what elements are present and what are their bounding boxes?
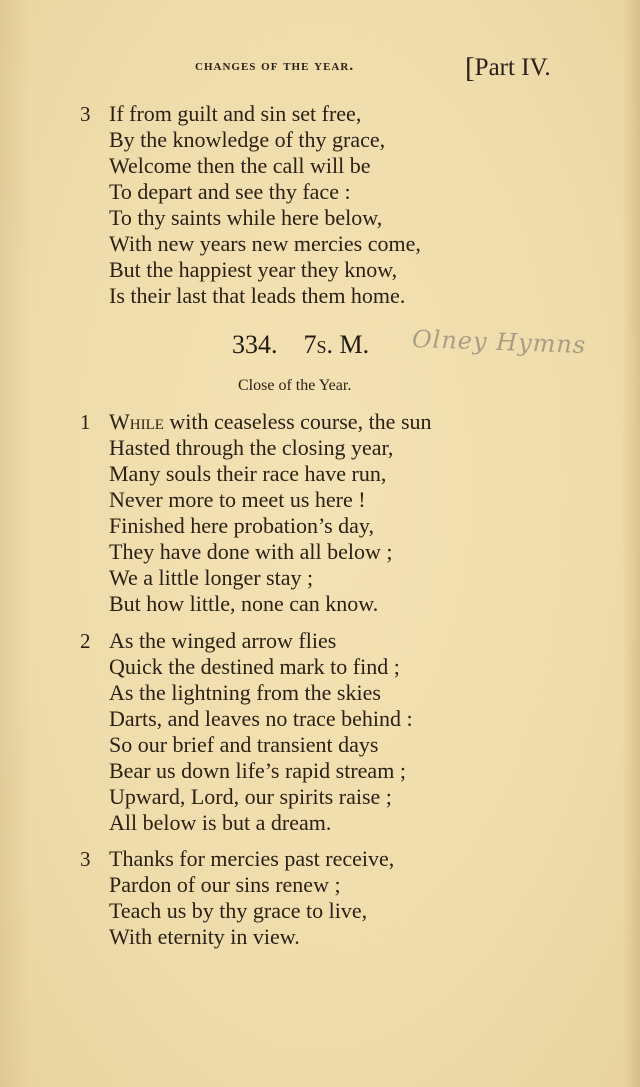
verse-line: As the lightning from the skies [109, 680, 381, 705]
verse-line: 2 As the winged arrow flies [80, 628, 337, 653]
verse-line: Pardon of our sins renew ; [109, 872, 341, 897]
part-label [465, 50, 551, 83]
first-word: While [109, 409, 164, 434]
hymn-stanza-3 [80, 846, 394, 950]
verse-line: They have done with all below ; [109, 539, 393, 564]
hymn-number: 334. [232, 330, 278, 359]
verse-line: But how little, none can know. [109, 591, 379, 616]
hymn-heading [232, 330, 369, 360]
running-head [0, 50, 640, 84]
verse-line: Upward, Lord, our spirits raise ; [109, 784, 392, 809]
handwritten-annotation: Olney Hymns [411, 324, 587, 360]
verse-line: Never more to meet us here ! [109, 487, 366, 512]
part-bracket: [ [465, 52, 475, 84]
verse-line: With eternity in view. [109, 924, 300, 949]
verse-line: Hasted through the closing year, [109, 435, 394, 460]
verse-line: Welcome then the call will be [109, 153, 371, 178]
hymn-meter: 7s. M. [303, 330, 370, 359]
hymn-stanza-1 [80, 409, 432, 617]
verse-line: But the happiest year they know, [109, 257, 398, 282]
verse-line: To depart and see thy face : [109, 179, 351, 204]
verse-line: 3 Thanks for mercies past receive, [80, 846, 395, 871]
verse-line: Is their last that leads them home. [109, 283, 406, 308]
verse-line: To thy saints while here below, [109, 205, 383, 230]
verse-line: Teach us by thy grace to live, [109, 898, 368, 923]
hymn-title: Close of the Year. [238, 377, 352, 394]
stanza-number: 1 [80, 410, 91, 434]
verse-line: So our brief and transient days [109, 732, 379, 757]
stanza-number: 3 [80, 102, 91, 126]
part-text: Part IV. [474, 54, 551, 81]
verse-line: Many souls their race have run, [109, 461, 387, 486]
verse-line: Darts, and leaves no trace behind : [109, 706, 413, 731]
hymn-stanza-2 [80, 628, 413, 836]
verse-line: With new years new mercies come, [109, 231, 421, 256]
verse-line: All below is but a dream. [109, 810, 332, 835]
verse-line: We a little longer stay ; [109, 565, 314, 590]
verse-line: Quick the destined mark to find ; [109, 654, 400, 679]
verse-line: Finished here probation’s day, [109, 513, 374, 538]
verse-line: By the knowledge of thy grace, [109, 127, 386, 152]
verse-line: 3 If from guilt and sin set free, [80, 101, 362, 126]
stanza-number: 3 [80, 847, 91, 871]
previous-hymn-stanza-3 [80, 101, 421, 309]
verse-line: 1 While with ceaseless course, the sun [80, 409, 432, 434]
verse-line: Bear us down life’s rapid stream ; [109, 758, 406, 783]
stanza-number: 2 [80, 629, 91, 653]
running-title: changes of the year. [195, 58, 355, 74]
